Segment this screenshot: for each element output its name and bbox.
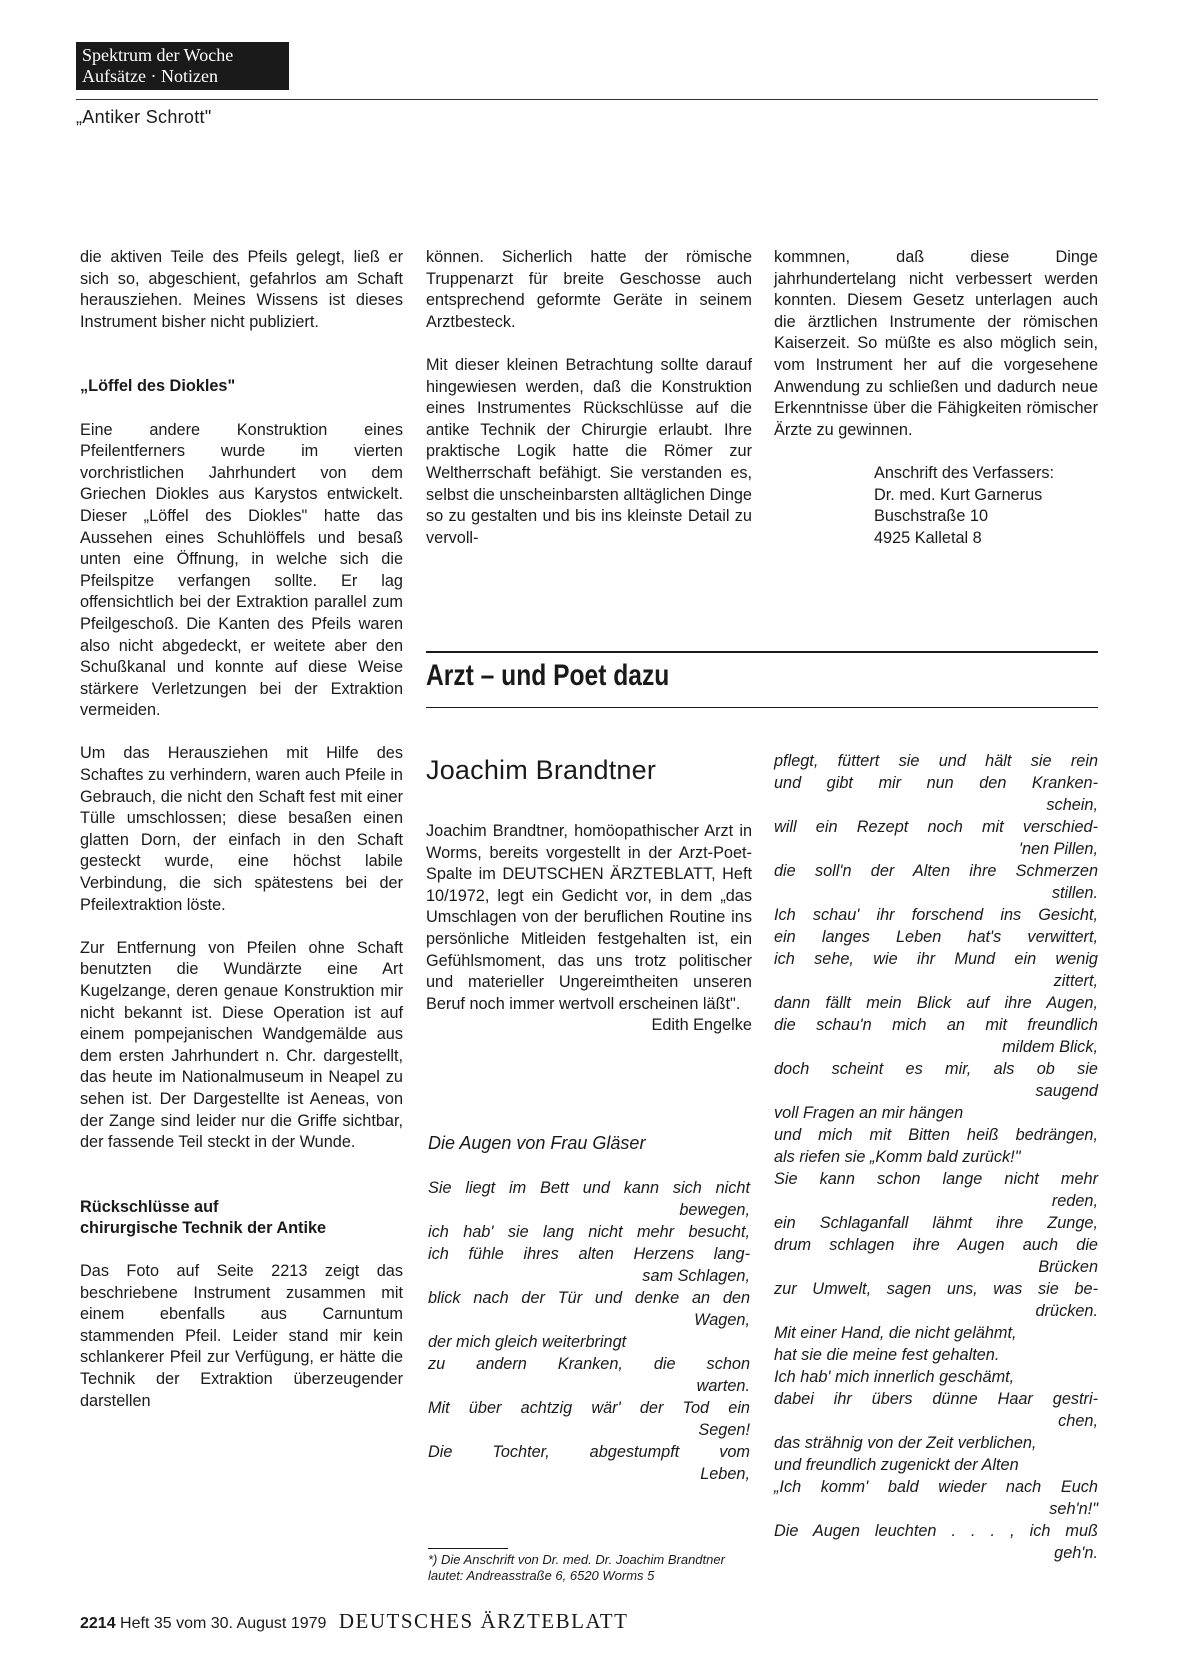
article-title-rule <box>426 707 1098 708</box>
poem-column-2 <box>774 750 1098 1564</box>
poem-line: Brücken <box>1038 1258 1098 1276</box>
magazine-name: DEUTSCHES ÄRZTEBLATT <box>338 1609 629 1633</box>
poem-line: Mit einer Hand, die nicht gelähmt, <box>774 1324 1017 1342</box>
header-divider <box>76 99 1098 100</box>
subheading <box>80 1197 403 1240</box>
poem-line: Segen! <box>698 1421 750 1439</box>
poem-line: Die Tochter, abgestumpft vom <box>428 1443 750 1461</box>
poem-line: Mit über achtzig wär' der Tod ein <box>428 1399 750 1417</box>
paragraph: Mit dieser kleinen Betrachtung sollte darauf hingewiesen werden, daß die Konstruktion eines Instrumentes Rückschlüsse auf die antike Technik der Chirurgie erlaubt. Ihre praktische Logik hatte die Römer zur Weltherrschaft befähigt. Sie verstanden es, selbst die unscheinbarsten alltäglichen Dinge so zu gestalten und bis ins kleinste Detail zu vervoll- <box>426 355 752 547</box>
poem-column-1 <box>428 1177 750 1485</box>
page-footer <box>80 1609 628 1634</box>
paragraph: können. Sicherlich hatte der römische Truppenarzt für breite Geschosse auch entsprechend geformte Geräte in seinem Arztbesteck. <box>426 248 752 331</box>
poem-line: „Ich komm' bald wieder nach Euch <box>774 1478 1098 1496</box>
poem-line: stillen. <box>1051 884 1098 902</box>
footnote-rule <box>428 1548 508 1549</box>
poem-line: ich fühle ihres alten Herzens lang- <box>428 1245 750 1263</box>
poem-line: chen, <box>1058 1412 1098 1430</box>
poem-line: und mich mit Bitten heiß bedrängen, <box>774 1126 1098 1144</box>
article-column-3 <box>774 247 1098 549</box>
poem-line: doch scheint es mir, als ob sie <box>774 1060 1098 1078</box>
paragraph: Eine andere Konstruktion eines Pfeilentferners wurde im vierten vorchristlichen Jahrhundert von dem Griechen Diokles aus Karystos entwickelt. Dieser „Löffel des Diokles" hatte das Aussehen eines Schuhlöffels und besaß unten eine Öffnung, in welche sich die Pfeilspitze verfangen sollte. Er lag offensichtlich bei der Extraktion parallel zum Pfeilgeschoß. Die Kanten des Pfeils waren also nicht abgedeckt, er weitete aber den Schußkanal und konnte auf diese Weise stärkere Verletzungen bei der Extraktion vermeiden. <box>80 420 403 720</box>
poem-line: saugend <box>1035 1082 1098 1100</box>
section-header-line2: Aufsätze · Notizen <box>82 66 218 86</box>
address-line: Anschrift des Verfassers: <box>874 463 1055 482</box>
poem-line: hat sie die meine fest gehalten. <box>774 1346 1000 1364</box>
article-column-2 <box>426 247 752 571</box>
poem-line: seh'n!" <box>1049 1500 1098 1518</box>
poem-line: und freundlich zugenickt der Alten <box>774 1456 1019 1474</box>
paragraph: die aktiven Teile des Pfeils gelegt, ließ er sich so, abgeschient, gefahrlos am Schaft herausziehen. Meines Wissens ist dieses Instrument bisher nicht publiziert. <box>80 248 403 331</box>
author-address <box>874 463 1098 549</box>
poem-line: zittert, <box>1053 972 1098 990</box>
poem-line: drücken. <box>1035 1302 1098 1320</box>
poet-introduction <box>426 821 752 1037</box>
intro-text: Joachim Brandtner, homöopathischer Arzt in Worms, bereits vorgestellt in der Arzt-Poet-Spalte im DEUTSCHEN ÄRZTEBLATT, Heft 10/1972, legt ein Gedicht vor, in dem „das Umschlagen von der beruflichen Routine ins persönliche Mitleiden festgehalten ist, ein Gefühlsmoment, das uns trotz politischer und materieller Ungereimtheiten unseren Beruf noch immer wertvoll erscheinen läßt". <box>426 822 752 1013</box>
poem-line: zu andern Kranken, die schon <box>428 1355 750 1373</box>
poem-line: ein langes Leben hat's verwittert, <box>774 928 1098 946</box>
poem-line: ein Schlaganfall lähmt ihre Zunge, <box>774 1214 1098 1232</box>
address-line: 4925 Kalletal 8 <box>874 528 982 547</box>
poem-line: und gibt mir nun den Kranken- <box>774 774 1098 792</box>
poem-line: als riefen sie „Komm bald zurück!" <box>774 1148 1021 1166</box>
page-number: 2214 <box>80 1615 116 1632</box>
poem-line: sam Schlagen, <box>642 1267 750 1285</box>
address-line: Dr. med. Kurt Garnerus <box>874 485 1043 504</box>
subheading: „Löffel des Diokles" <box>80 377 236 396</box>
poem-line: das strähnig von der Zeit verblichen, <box>774 1434 1037 1452</box>
poem-line: geh'n. <box>1054 1544 1098 1562</box>
poem-line: schein, <box>1046 796 1098 814</box>
poem-line: Leben, <box>700 1465 750 1483</box>
poem-line: Die Augen leuchten . . . , ich muß <box>774 1522 1098 1540</box>
poem-line: voll Fragen an mir hängen <box>774 1104 964 1122</box>
poem-line: dann fällt mein Blick auf ihre Augen, <box>774 994 1098 1012</box>
poem-line: reden, <box>1051 1192 1098 1210</box>
poem-line: bewegen, <box>679 1201 750 1219</box>
footnote: *) Die Anschrift von Dr. med. Dr. Joachim Brandtner lautet: Andreasstraße 6, 6520 Worms 5 <box>428 1552 725 1583</box>
article-column-1 <box>80 247 403 1434</box>
article-top-rule <box>426 651 1098 653</box>
issue-info: Heft 35 vom 30. August 1979 <box>120 1615 327 1632</box>
subheading-line: chirurgische Technik der Antike <box>80 1219 327 1238</box>
poem-line: die soll'n der Alten ihre Schmerzen <box>774 862 1098 880</box>
article-kicker: „Antiker Schrott" <box>76 107 212 127</box>
poem-line: Sie kann schon lange nicht mehr <box>774 1170 1098 1188</box>
paragraph: kommnen, daß diese Dinge jahrhundertelang nicht verbessert werden konnten. Diesem Gesetz unterlagen auch die ärztlichen Instrumente der römischen Kaiserzeit. So müßte es also möglich sein, vom Instrument her auf die vorgesehene Anwendung zu schließen und dadurch neue Erkenntnisse über die Fähigkeiten römischer Ärzte zu gewinnen. <box>774 248 1098 439</box>
poem-line: blick nach der Tür und denke an den <box>428 1289 750 1307</box>
poem-line: Ich hab' mich innerlich geschämt, <box>774 1368 1015 1386</box>
poem-line: warten. <box>696 1377 750 1395</box>
poem-line: zur Umwelt, sagen uns, was sie be- <box>774 1280 1098 1298</box>
article-title: Arzt – und Poet dazu <box>426 659 670 692</box>
poem-line: mildem Blick, <box>1002 1038 1098 1056</box>
poem-line: will ein Rezept noch mit verschied- <box>774 818 1098 836</box>
poet-name: Joachim Brandtner <box>426 755 657 785</box>
poem-line: dabei ihr übers dünne Haar gestri- <box>774 1390 1098 1408</box>
poem-line: der mich gleich weiterbringt <box>428 1333 627 1351</box>
poem-line: ich sehe, wie ihr Mund ein wenig <box>774 950 1098 968</box>
paragraph: Das Foto auf Seite 2213 zeigt das beschriebene Instrument zusammen mit einem ebenfalls aus Carnuntum stammenden Pfeil. Leider stand mir kein schlankerer Pfeil zur Verfügung, er hätte die Technik der Extraktion überzeugender darstellen <box>80 1261 403 1410</box>
poem-line: pflegt, füttert sie und hält sie rein <box>774 752 1098 770</box>
poem-line: Sie liegt im Bett und kann sich nicht <box>428 1179 750 1197</box>
section-header-line1: Spektrum der Woche <box>82 45 234 65</box>
intro-signature: Edith Engelke <box>651 1016 752 1035</box>
poem-line: 'nen Pillen, <box>1018 840 1098 858</box>
poem-line: die schau'n mich an mit freundlich <box>774 1016 1098 1034</box>
poem-line: ich hab' sie lang nicht mehr besucht, <box>428 1223 750 1241</box>
section-header <box>76 42 289 90</box>
address-line: Buschstraße 10 <box>874 507 989 526</box>
poem-line: drum schlagen ihre Augen auch die <box>774 1236 1098 1254</box>
poem-line: Wagen, <box>694 1311 750 1329</box>
poem-title: Die Augen von Frau Gläser <box>428 1133 646 1153</box>
poem-line: Ich schau' ihr forschend ins Gesicht, <box>774 906 1098 924</box>
paragraph: Um das Herausziehen mit Hilfe des Schaftes zu verhindern, waren auch Pfeile in Gebrauch, die nicht den Schaft fest mit einer Tülle umschlossen; diese besaßen einen glatten Dorn, der einfach in den Schaft gesteckt wurde, eine höchst labile Verbindung, die sich spätestens bei der Pfeilextraktion löste. <box>80 744 403 914</box>
paragraph: Zur Entfernung von Pfeilen ohne Schaft benutzten die Wundärzte eine Art Kugelzange, deren genaue Konstruktion mir nicht bekannt ist. Diese Operation ist auf einem pompejanischen Wandgemälde aus dem ersten Jahrhundert n. Chr. dargestellt, das heute im Nationalmuseum in Neapel zu sehen ist. Der Dargestellte ist Aeneas, von der Zange sind leider nur die Griffe sichtbar, der fassende Teil steckt in der Wunde. <box>80 938 403 1152</box>
subheading-line: Rückschlüsse auf <box>80 1197 219 1216</box>
